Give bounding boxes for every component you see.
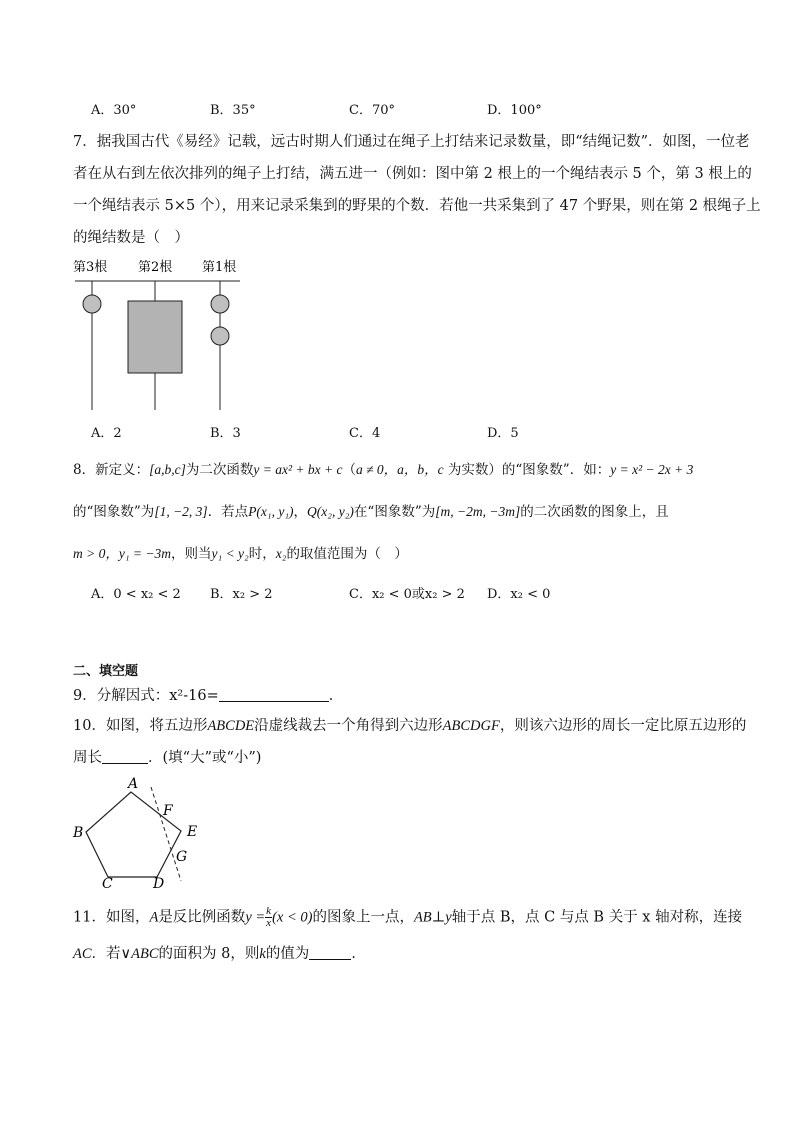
- q6-option-b: B．35°: [210, 103, 256, 118]
- q8-option-d: D．x₂ < 0: [487, 587, 551, 602]
- q11-answer-blank: [309, 945, 351, 960]
- q7-line-4: 的绳结数是（ ）: [73, 230, 189, 246]
- q6-option-d: D．100°: [487, 103, 542, 118]
- q11-line-2: AC．若∨ABC的面积为 8，则k的值为 ．: [73, 946, 366, 962]
- q6-option-a: A．30°: [91, 103, 137, 118]
- q8-option-b: B．x₂ > 2: [210, 587, 273, 602]
- section-title: 二、填空题: [73, 664, 139, 679]
- q8-line-2: 的“图象数”为[1, −2, 3]．若点P(x₁, y₁)，Q(x₂, y₂)在“图象数”为[m, −2m, −3m]的二次函数的图象上，且: [73, 504, 669, 520]
- rope-1-knot-2: [211, 327, 229, 345]
- q10-line-1: 10．如图，将五边形ABCDE沿虚线裁去一个角得到六边形ABCDGF，则该六边形的周长一定比原五边形的: [73, 718, 747, 734]
- q7-line-2: 者在从右到左依次排列的绳子上打结，满五进一（例如：图中第 2 根上的一个绳结表示 5 个，第 3 根上的: [73, 166, 752, 182]
- rope-1-knot-1: [211, 295, 229, 313]
- label-a: A: [128, 776, 139, 792]
- q7-option-a: A．2: [91, 426, 122, 441]
- label-d: D: [153, 876, 165, 892]
- label-c: C: [102, 876, 113, 892]
- q8-option-c: C．x₂ < 0或x₂ > 2: [349, 587, 465, 602]
- knot-rope-figure: [70, 255, 250, 415]
- rope-3-knot: [83, 295, 101, 313]
- q9-line: 9．分解因式：x²-16= ．: [73, 688, 344, 704]
- label-b: B: [73, 825, 84, 841]
- q7-option-b: B．3: [210, 426, 241, 441]
- label-f: F: [163, 803, 173, 819]
- q8-line-1: 8．新定义：[a,b,c]为二次函数y = ax² + bx + c（a ≠ 0，a，b，c 为实数）的“图象数”．如：y = x² − 2x + 3: [73, 462, 694, 478]
- fraction-k-over-x: $\frac{k}{x}$: [266, 905, 272, 929]
- pentagon-figure: [70, 775, 220, 893]
- q10-line-2: 周长 ．(填“大”或“小”): [73, 750, 262, 766]
- q7-line-1: 7．据我国古代《易经》记载，远古时期人们通过在绳子上打结来记录数量，即“结绳记数”．如图，一位老: [73, 134, 750, 150]
- rope-1-label: 第1根: [202, 260, 237, 275]
- rope-2-label: 第2根: [138, 260, 173, 275]
- cut-line: [151, 787, 181, 881]
- rope-3-label: 第3根: [73, 260, 108, 275]
- q7-option-d: D．5: [487, 426, 519, 441]
- label-g: G: [176, 849, 188, 865]
- q11-line-1: 11．如图，A是反比例函数y = $\frac{k}{x}$ (x < 0)的图象上一点，AB⊥y轴于点 B，点 C 与点 B 关于 x 轴对称，连接: [73, 905, 743, 929]
- q8-option-a: A．0 < x₂ < 2: [91, 587, 181, 602]
- q6-option-c: C．70°: [349, 103, 395, 118]
- rope-2-knot-block: [128, 301, 182, 373]
- q10-answer-blank: [102, 749, 148, 764]
- q8-line-3: m > 0，y₁ = −3m，则当y₁ < y₂时，x₂的取值范围为（ ）: [73, 546, 408, 562]
- label-e: E: [187, 824, 198, 840]
- q7-option-c: C．4: [349, 426, 381, 441]
- q7-line-3: 一个绳结表示 5×5 个），用来记录采集到的野果的个数．若他一共采集到了 47 个野果，则在第 2 根绳子上: [73, 198, 761, 214]
- q9-answer-blank: [219, 687, 329, 702]
